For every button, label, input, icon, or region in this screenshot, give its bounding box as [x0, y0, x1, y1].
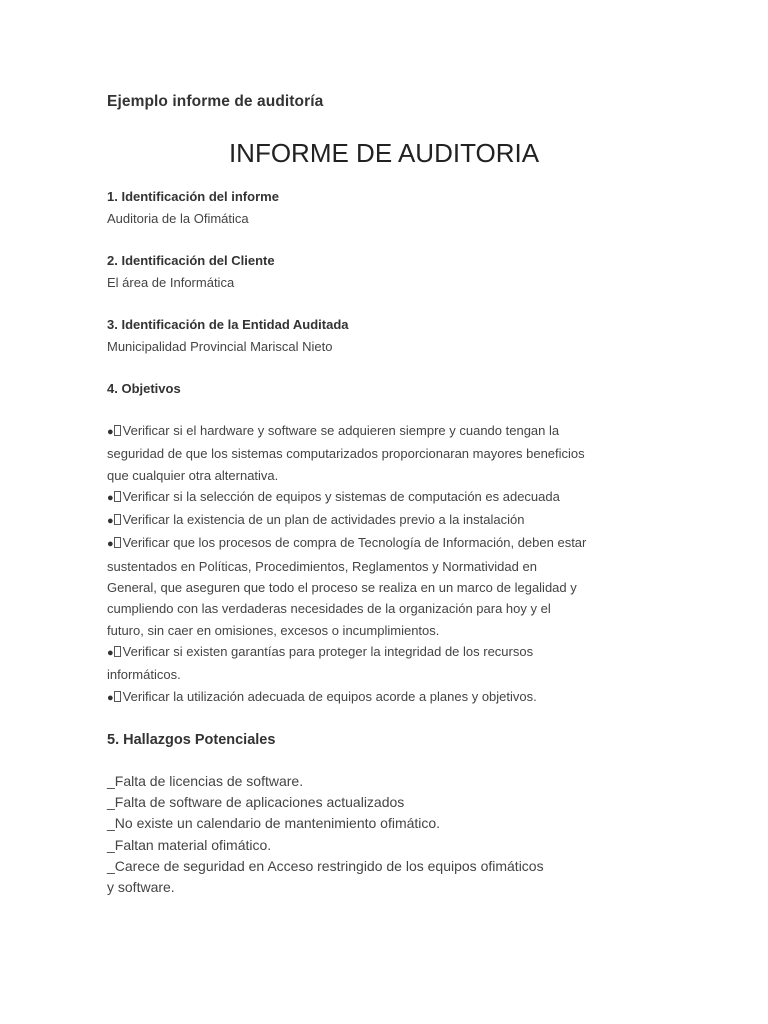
objective-text: General, que aseguren que todo el proceso se realiza en un marco de legalidad y [107, 580, 577, 596]
objective-line [107, 641, 647, 664]
bullet-icon: ● [107, 538, 114, 551]
section-identificacion-cliente [107, 250, 647, 294]
section-heading: 3. Identificación de la Entidad Auditada [107, 317, 349, 332]
objective-text: cumpliendo con las verdaderas necesidades de la organización para hoy y el [107, 601, 551, 617]
section-body: El área de Informática [107, 275, 235, 290]
section-entidad-auditada [107, 314, 647, 358]
section-body: Municipalidad Provincial Mariscal Nieto [107, 339, 333, 354]
document-title: INFORME DE AUDITORIA [228, 138, 540, 168]
finding-line: _Falta de licencias de software. [107, 772, 304, 789]
objective-line [107, 486, 647, 509]
bullet-icon: ● [107, 426, 114, 438]
finding-line: _No existe un calendario de mantenimiento ofimático. [107, 815, 441, 832]
finding-line: y software. [107, 879, 175, 896]
missing-glyph-icon [114, 491, 121, 502]
objective-text: que cualquier otra alternativa. [107, 467, 279, 483]
objective-line [107, 420, 647, 443]
objective-text: Verificar que los procesos de compra de Tecnología de Información, deben estar [122, 535, 587, 551]
missing-glyph-icon [114, 646, 121, 657]
section-objetivos [107, 378, 647, 709]
objective-text: Verificar si el hardware y software se adquieren siempre y cuando tengan la [122, 423, 560, 438]
missing-glyph-icon [114, 514, 121, 525]
section-body: Auditoria de la Ofimática [107, 211, 249, 226]
objective-line [107, 443, 647, 464]
finding-line: _Falta de software de aplicaciones actualizados [107, 794, 405, 811]
objective-line [107, 620, 647, 641]
section-identificacion-informe [107, 186, 647, 230]
objective-text: sustentados en Políticas, Procedimientos, Reglamentos y Normatividad en [107, 558, 537, 574]
bullet-icon: ● [107, 491, 114, 504]
document-page [107, 92, 647, 899]
finding-line: _Carece de seguridad en Acceso restringido de los equipos ofimáticos [107, 858, 544, 875]
section-heading: 4. Objetivos [107, 381, 181, 396]
finding-line: _Faltan material ofimático. [107, 836, 272, 853]
objective-line [107, 509, 647, 532]
objective-line [107, 465, 647, 486]
missing-glyph-icon [114, 425, 121, 436]
objective-text: seguridad de que los sistemas computarizados proporcionaran mayores beneficios [107, 446, 585, 462]
objective-line [107, 686, 647, 709]
section-heading: 5. Hallazgos Potenciales [107, 731, 276, 748]
objective-line [107, 532, 647, 555]
section-hallazgos [107, 729, 647, 899]
objective-text: Verificar si existen garantías para proteger la integridad de los recursos [122, 643, 534, 659]
bullet-icon: ● [107, 691, 114, 704]
objective-text: informáticos. [107, 667, 181, 683]
missing-glyph-icon [114, 691, 121, 702]
objective-line [107, 664, 647, 685]
section-heading: 2. Identificación del Cliente [107, 253, 275, 268]
section-heading: 1. Identificación del informe [107, 189, 279, 204]
objective-text: Verificar la utilización adecuada de equipos acorde a planes y objetivos. [122, 688, 537, 704]
bullet-icon: ● [107, 646, 114, 659]
objective-text: Verificar la existencia de un plan de actividades previo a la instalación [122, 512, 525, 528]
findings-list [107, 771, 647, 899]
objective-line [107, 598, 647, 619]
objectives-list [107, 420, 647, 709]
page-heading: Ejemplo informe de auditoría [107, 93, 324, 110]
missing-glyph-icon [114, 537, 121, 548]
objective-line [107, 556, 647, 577]
objective-line [107, 577, 647, 598]
objective-text: futuro, sin caer en omisiones, excesos o incumplimientos. [107, 622, 440, 638]
bullet-icon: ● [107, 515, 114, 528]
objective-text: Verificar si la selección de equipos y sistemas de computación es adecuada [122, 488, 560, 504]
